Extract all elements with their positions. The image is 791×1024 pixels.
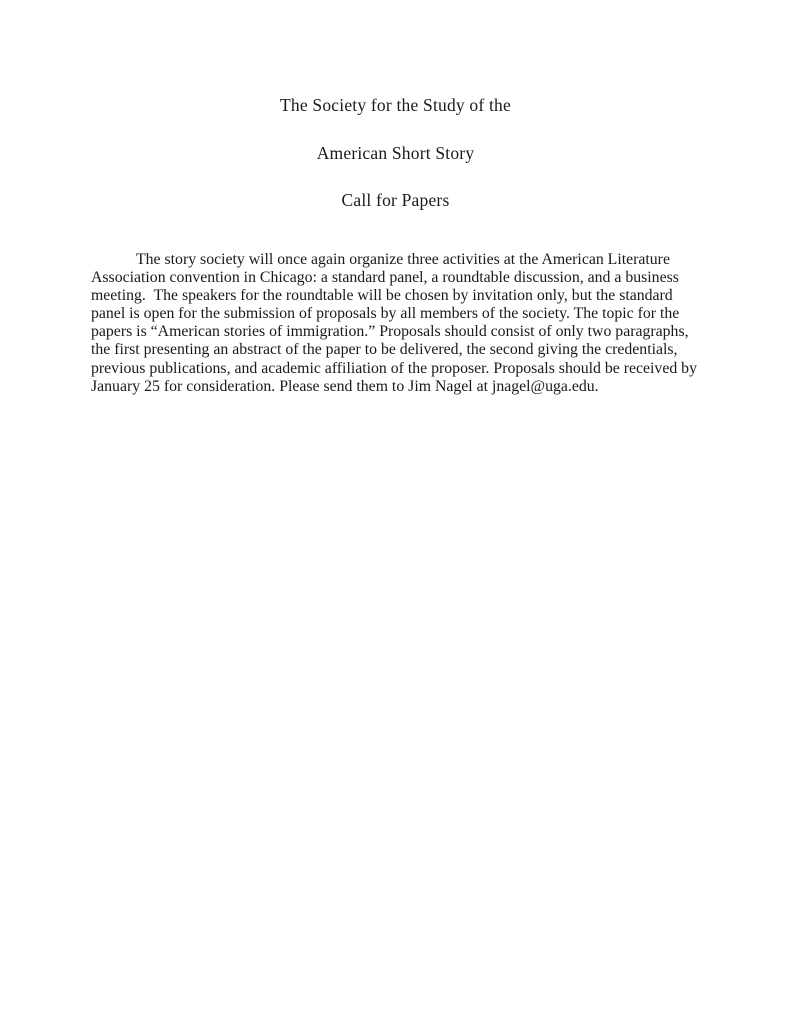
body-paragraph: The story society will once again organize three activities at the American Literature Association convention in Chicago: a standard panel, a roundtable discussion, and a business meeting. The speakers for the roundtable will be chosen by invitation only, but the standard panel is open for the submission of proposals by all members of the society. The topic for the papers is “American stories of immigration.” Proposals should consist of only two paragraphs, the first presenting an abstract of the paper to be delivered, the second giving the credentials, previous publications, and academic affiliation of the proposer. Proposals should be received by January 25 for consideration. Please send them to Jim Nagel at jnagel@uga.edu. xyxy=(91,251,701,395)
title-line-society: The Society for the Study of the xyxy=(280,95,511,115)
document-title-block xyxy=(0,82,791,225)
title-line-american-short-story: American Short Story xyxy=(316,142,475,163)
title-line-call-for-papers: Call for Papers xyxy=(341,190,450,210)
